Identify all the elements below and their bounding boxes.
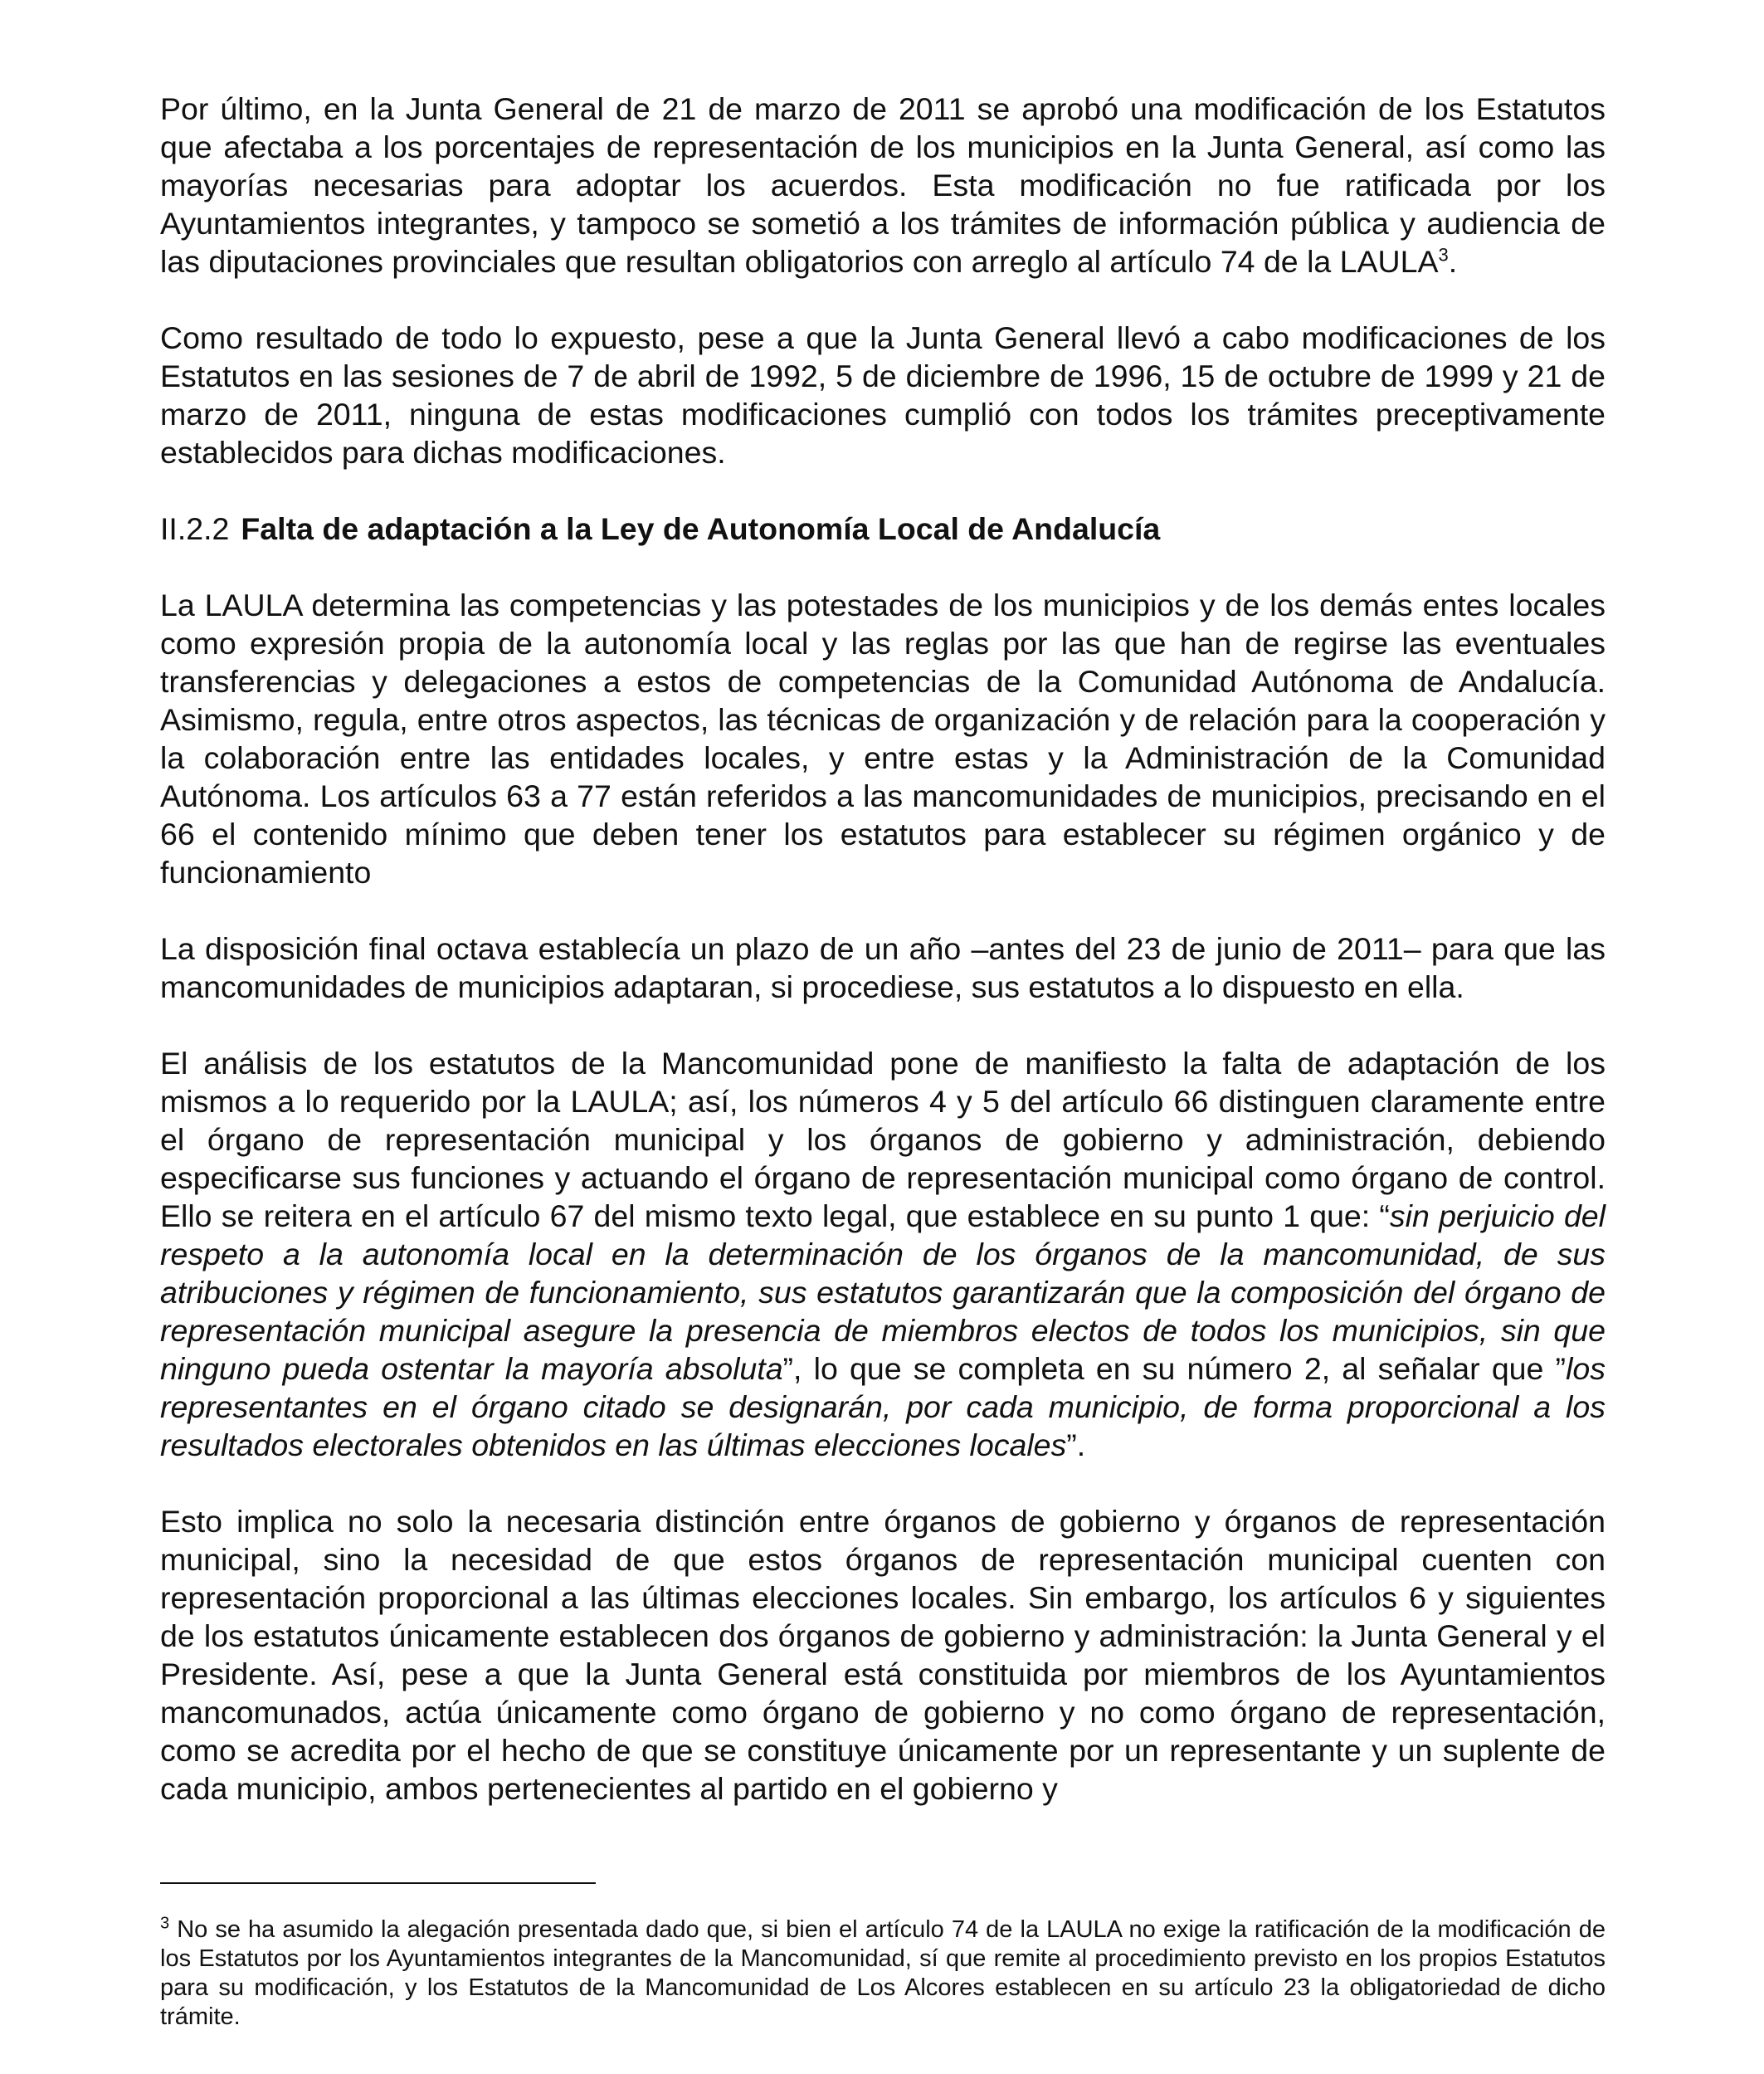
paragraph-analisis-estatutos [160,1044,1606,1464]
quoted-law-text: los representantes en el órgano citado se designarán, por cada municipio, de forma proporcional a los resultados electorales obtenidos en las últimas elecciones locales [160,1351,1606,1462]
quoted-law-text: sin perjuicio del respeto a la autonomía local en la determinación de los órganos de la mancomunidad, de sus atribuciones y régimen de funcionamiento, sus estatutos garantizarán que la composición del órgano de representación municipal asegure la presencia de miembros electos de todos los municipios, sin que ninguno pueda ostentar la mayoría absoluta [160,1198,1606,1386]
paragraph-implicaciones: Esto implica no solo la necesaria distinción entre órganos de gobierno y órganos de representación municipal, sino la necesidad de que estos órganos de representación municipal cuenten con representación proporcional a las últimas elecciones locales. Sin embargo, los artículos 6 y siguientes de los estatutos únicamente establecen dos órganos de gobierno y administración: la Junta General y el Presidente. Así, pese a que la Junta General está constituida por miembros de los Ayuntamientos mancomunados, actúa únicamente como órgano de gobierno y no como órgano de representación, como se acredita por el hecho de que se constituye únicamente por un representante y un suplente de cada municipio, ambos pertenecientes al partido en el gobierno y [160,1504,1606,1806]
paragraph-resultado: Como resultado de todo lo expuesto, pese a que la Junta General llevó a cabo modificaciones de los Estatutos en las sesiones de 7 de abril de 1992, 5 de diciembre de 1996, 15 de octubre de 1999 y 21 de marzo de 2011, ninguna de estas modificaciones cumplió con todos los trámites preceptivamente establecidos para dichas modificaciones. [160,320,1606,470]
footnote-marker: 3 [160,1914,170,1933]
paragraph-text: Por último, en la Junta General de 21 de marzo de 2011 se aprobó una modificación de los Estatutos que afectaba a los porcentajes de representación de los municipios en la Junta General, así como las mayorías necesarias para adoptar los acuerdos. Esta modificación no fue ratificada por los Ayuntamientos integrantes, y tampoco se sometió a los trámites de información pública y audiencia de las diputaciones provinciales que resultan obligatorios con arreglo al artículo 74 de la LAULA [160,91,1606,279]
section-title: Falta de adaptación a la Ley de Autonomía Local de Andalucía [241,511,1161,546]
section-heading [160,510,1606,548]
paragraph-junta-general-2011 [160,90,1606,281]
footnote-divider [160,1882,596,1884]
document-body [160,90,1606,1808]
paragraph-disposicion-final: La disposición final octava establecía un plazo de un año –antes del 23 de junio de 2011– para que las mancomunidades de municipios adaptaran, si procediese, sus estatutos a lo dispuesto en ella. [160,931,1606,1004]
paragraph-text: El análisis de los estatutos de la Mancomunidad pone de manifiesto la falta de adaptación de los mismos a lo requerido por la LAULA; así, los números 4 y 5 del artículo 66 distinguen claramente entre el órgano de representación municipal y los órganos de gobierno y administración, debiendo especificarse sus funciones y actuando el órgano de representación municipal como órgano de control. Ello se reitera en el artículo 67 del mismo texto legal, que establece en su punto 1 que: “ [160,1046,1606,1233]
paragraph-text: ”. [1066,1427,1086,1462]
paragraph-end: . [1448,244,1458,279]
footnote-reference[interactable]: 3 [1438,244,1449,266]
footnote [160,1915,1606,2032]
section-number: II.2.2 [160,511,230,546]
footnote-text: No se ha asumido la alegación presentada dado que, si bien el artículo 74 de la LAULA no exige la ratificación de la modificación de los Estatutos por los Ayuntamientos integrantes de la Mancomunidad, sí que remite al procedimiento previsto en los propios Estatutos para su modificación, y los Estatutos de la Mancomunidad de Los Alcores establecen en su artículo 23 la obligatoriedad de dicho trámite. [160,1916,1606,2030]
paragraph-laula: La LAULA determina las competencias y las potestades de los municipios y de los demás entes locales como expresión propia de la autonomía local y las reglas por las que han de regirse las eventuales transferencias y delegaciones a estos de competencias de la Comunidad Autónoma de Andalucía. Asimismo, regula, entre otros aspectos, las técnicas de organización y de relación para la cooperación y la colaboración entre las entidades locales, y entre estas y la Administración de la Comunidad Autónoma. Los artículos 63 a 77 están referidos a las mancomunidades de municipios, precisando en el 66 el contenido mínimo que deben tener los estatutos para establecer su régimen orgánico y de funcionamiento [160,588,1606,890]
paragraph-text: ”, lo que se completa en su número 2, al señalar que ” [782,1351,1567,1386]
